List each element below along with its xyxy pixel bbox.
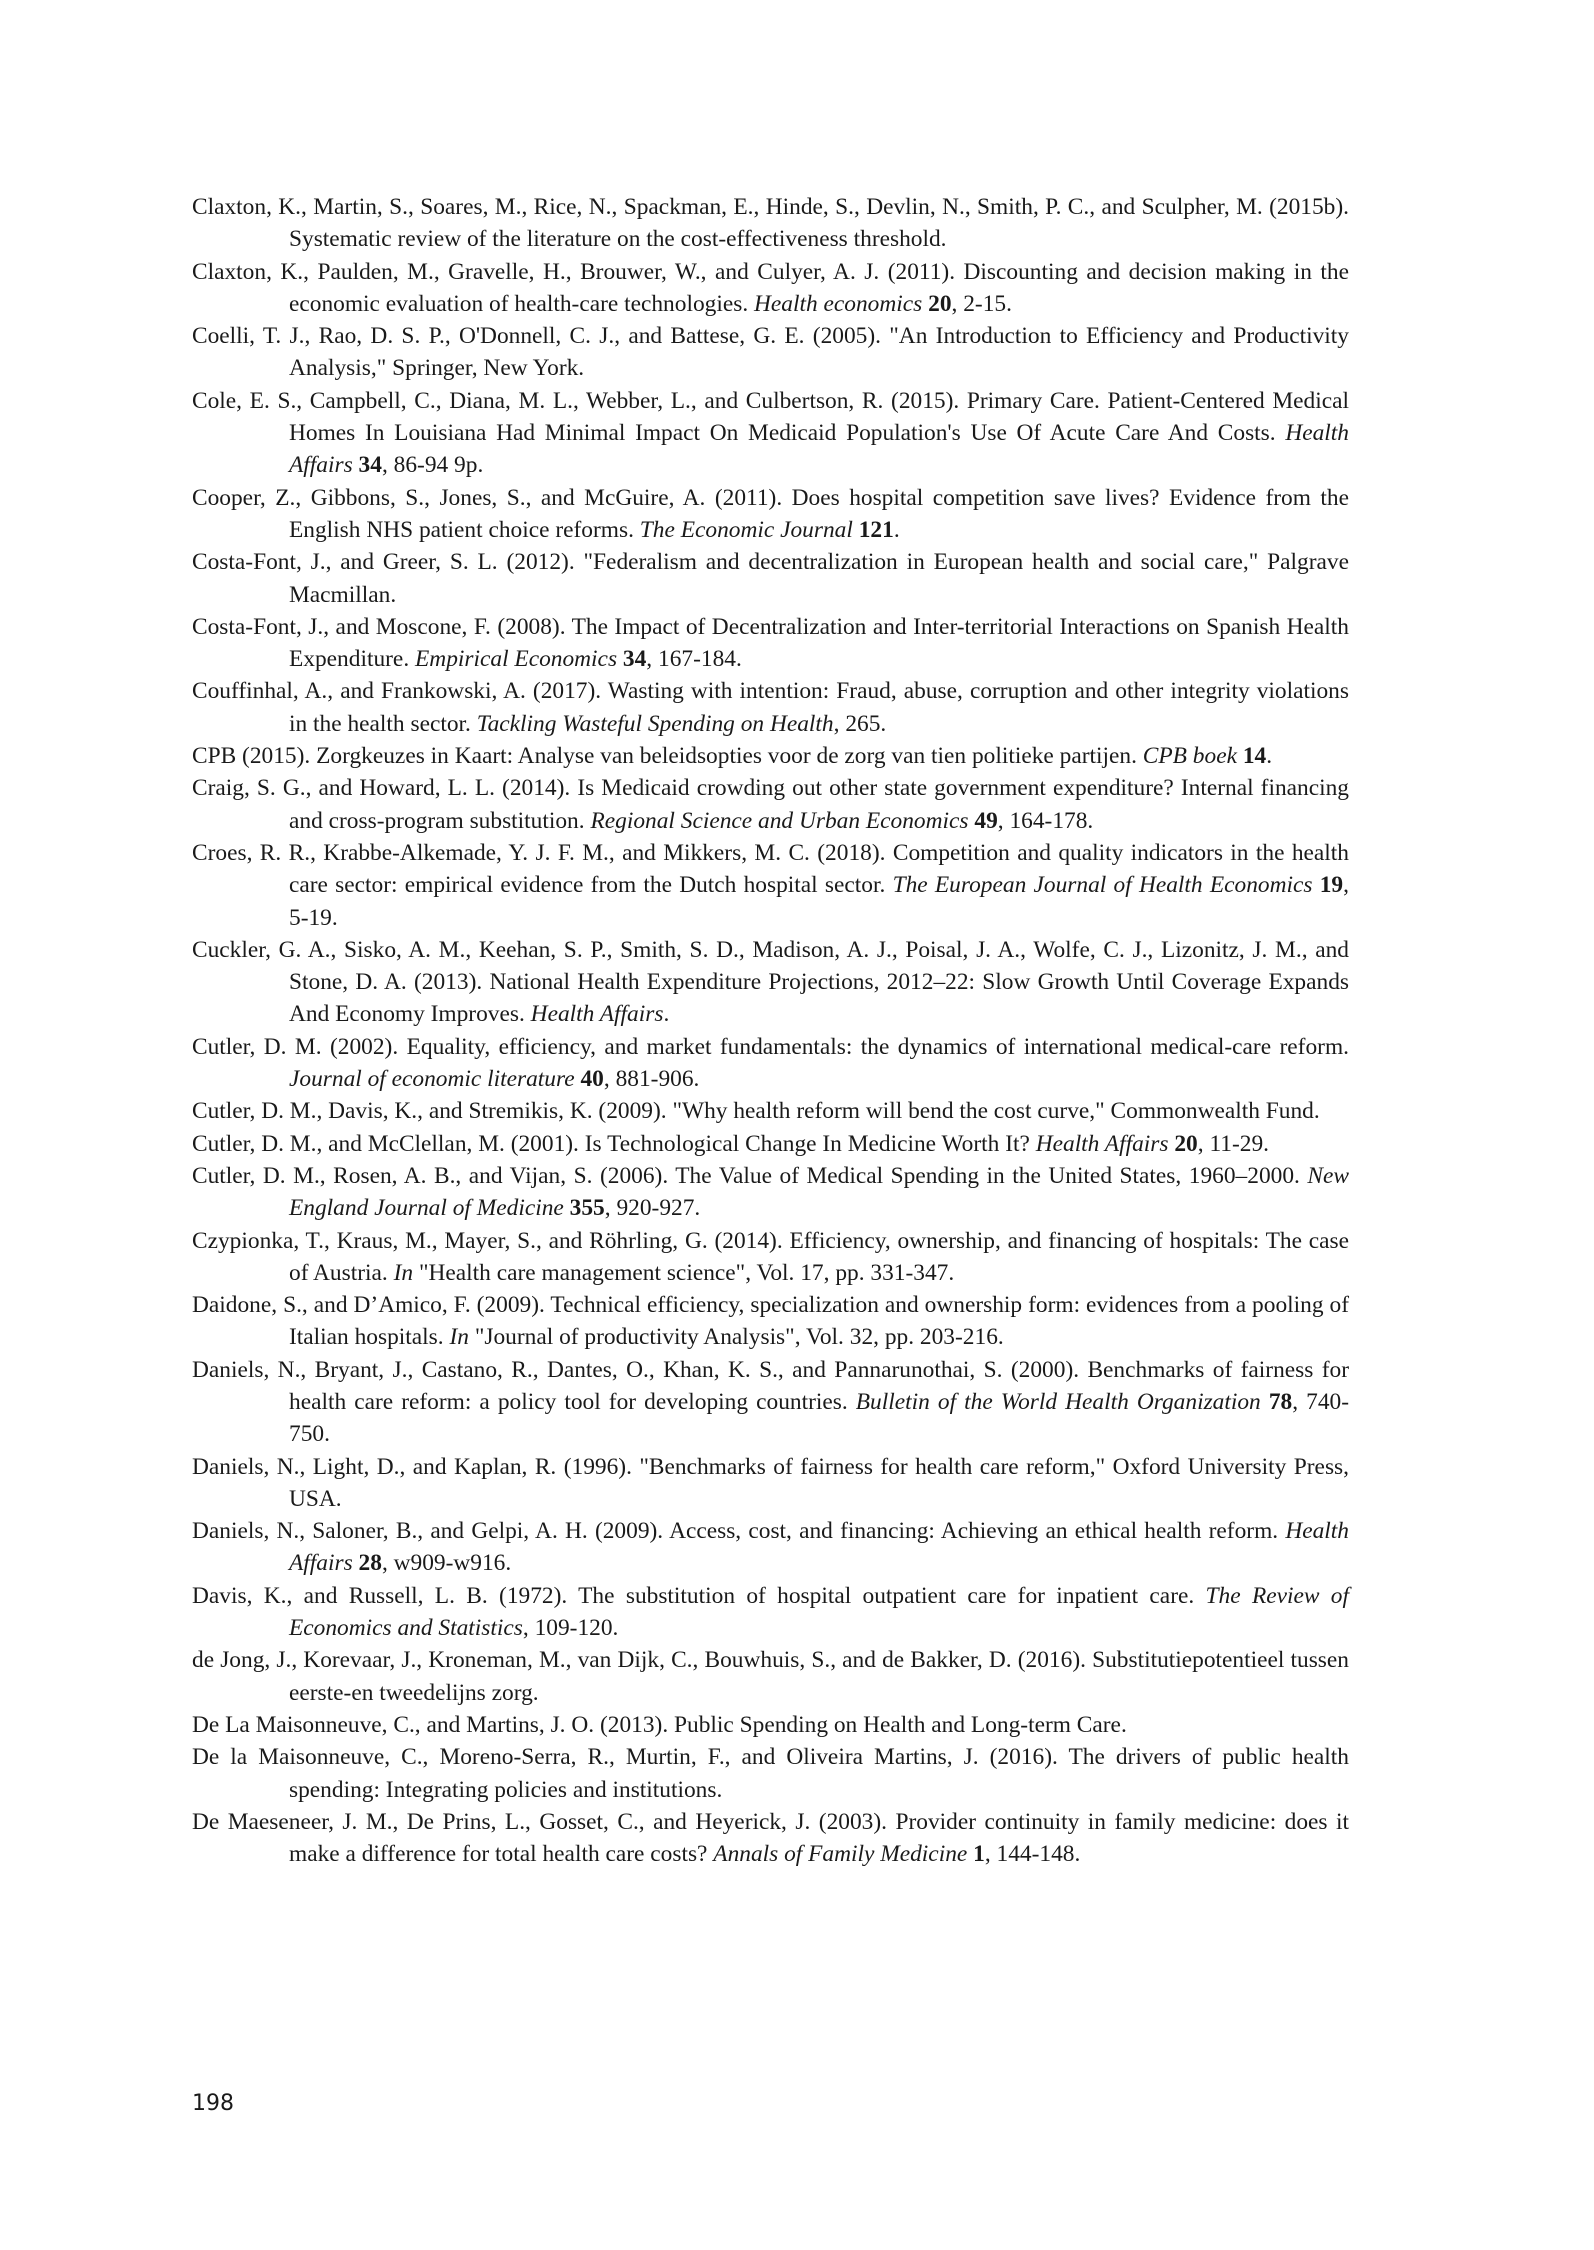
- reference-text: Costa-Font, J., and Moscone, F. (2008). The Impact of Decentralization and Inter-territorial Interactions on Spanish Health Expenditure.: [192, 613, 1349, 673]
- reference-text: , 5-19.: [289, 872, 1349, 931]
- reference-journal-title: CPB boek: [1142, 743, 1237, 770]
- reference-text: , 86-94 9p.: [381, 452, 484, 479]
- reference-text: De la Maisonneuve, C., Moreno-Serra, R., Murtin, F., and Oliveira Martins, J. (2016). The drivers of public health spending: Integrating policies and institutions.: [192, 1744, 1349, 1803]
- reference-text: , 167-184.: [646, 646, 742, 673]
- reference-journal-title: Regional Science and Urban Economics: [590, 807, 969, 834]
- reference-text: Couffinhal, A., and Frankowski, A. (2017). Wasting with intention: Fraud, abuse, corruption and other integrity violations in the health sector.: [192, 678, 1349, 737]
- reference-journal-title: Health Affairs: [1035, 1130, 1169, 1157]
- reference-text: , 740-750.: [289, 1388, 1349, 1448]
- reference-text: Cutler, D. M., and McClellan, M. (2001). Is Technological Change In Medicine Worth It?: [192, 1130, 1036, 1157]
- reference-text: Cooper, Z., Gibbons, S., Jones, S., and McGuire, A. (2011). Does hospital competition save lives? Evidence from the English NHS patient choice reforms.: [192, 484, 1349, 543]
- reference-entry: [192, 1289, 1349, 1354]
- reference-text: Daniels, N., Light, D., and Kaplan, R. (1996). "Benchmarks of fairness for health care reform," Oxford University Press, USA.: [192, 1453, 1349, 1512]
- reference-text: Craig, S. G., and Howard, L. L. (2014). Is Medicaid crowding out other state government expenditure? Internal financing and cross-program substitution.: [192, 775, 1349, 834]
- reference-journal-title: Empirical Economics: [415, 646, 618, 673]
- reference-journal-title: In: [393, 1259, 414, 1286]
- reference-text: Cutler, D. M. (2002). Equality, efficiency, and market fundamentals: the dynamics of international medical-care reform.: [192, 1033, 1349, 1060]
- reference-text: Cutler, D. M., Rosen, A. B., and Vijan, S. (2006). The Value of Medical Spending in the United States, 1960–2000.: [192, 1162, 1308, 1189]
- reference-text: De La Maisonneuve, C., and Martins, J. O. (2013). Public Spending on Health and Long-term Care.: [192, 1711, 1127, 1738]
- reference-text: , 920-927.: [604, 1195, 701, 1222]
- reference-volume: 34: [622, 646, 647, 673]
- reference-text: Croes, R. R., Krabbe-Alkemade, Y. J. F. M., and Mikkers, M. C. (2018). Competition and quality indicators in the health care sector: empirical evidence from the Dutch hospital sector.: [192, 839, 1349, 899]
- reference-entry: [192, 1225, 1349, 1290]
- reference-volume: 28: [358, 1550, 382, 1577]
- reference-journal-title: In: [449, 1324, 469, 1351]
- reference-entry: [192, 772, 1349, 837]
- reference-text: , 11-29.: [1197, 1130, 1269, 1157]
- reference-journal-title: The European Journal of Health Economics: [892, 872, 1313, 899]
- reference-entry: [192, 1095, 1349, 1127]
- reference-entry: [192, 740, 1349, 772]
- reference-text: Costa-Font, J., and Greer, S. L. (2012). "Federalism and decentralization in European health and social care," Palgrave Macmillan.: [192, 549, 1349, 608]
- reference-entry: [192, 1354, 1349, 1451]
- reference-volume: 34: [358, 452, 382, 479]
- reference-journal-title: Tackling Wasteful Spending on Health: [476, 710, 834, 737]
- reference-text: Daidone, S., and D’Amico, F. (2009). Technical efficiency, specialization and ownership form: evidences from a pooling of Italian hospitals.: [192, 1292, 1349, 1351]
- reference-entry: [192, 320, 1349, 385]
- reference-volume: 14: [1242, 743, 1267, 770]
- reference-volume: 40: [580, 1066, 604, 1093]
- page-number: 198: [192, 2091, 234, 2116]
- reference-entry: [192, 191, 1349, 256]
- reference-entry: [192, 675, 1349, 740]
- reference-text: .: [1266, 743, 1273, 770]
- reference-entry: [192, 1031, 1349, 1096]
- reference-text: , 2-15.: [951, 290, 1012, 317]
- reference-text: Coelli, T. J., Rao, D. S. P., O'Donnell, C. J., and Battese, G. E. (2005). "An Introduction to Efficiency and Productivity Analysis," Springer, New York.: [192, 323, 1349, 382]
- reference-text: Daniels, N., Saloner, B., and Gelpi, A. H. (2009). Access, cost, and financing: Achieving an ethical health reform.: [192, 1518, 1286, 1545]
- reference-journal-title: The Review of Economics and Statistics: [289, 1582, 1349, 1642]
- reference-entry: [192, 837, 1349, 934]
- reference-text: , 144-148.: [984, 1841, 1081, 1868]
- reference-entry: [192, 1806, 1349, 1871]
- reference-volume: 78: [1268, 1388, 1293, 1415]
- reference-entry: [192, 1741, 1349, 1806]
- reference-text: Cuckler, G. A., Sisko, A. M., Keehan, S. P., Smith, S. D., Madison, A. J., Poisal, J. A., Wolfe, C. J., Lizonitz, J. M., and Stone, D. A. (2013). National Health Expenditure Projections, 2012–22: Slow Growth Until Coverage Expands And Economy Improves.: [192, 936, 1349, 1028]
- reference-entry: [192, 482, 1349, 547]
- reference-text: Czypionka, T., Kraus, M., Mayer, S., and Röhrling, G. (2014). Efficiency, ownership, and financing of hospitals: The case of Austria.: [192, 1227, 1349, 1286]
- reference-journal-title: Bulletin of the World Health Organization: [855, 1388, 1261, 1415]
- reference-text: , 265.: [833, 710, 887, 737]
- reference-text: Claxton, K., Martin, S., Soares, M., Rice, N., Spackman, E., Hinde, S., Devlin, N., Smith, P. C., and Sculpher, M. (2015b). Systematic review of the literature on the cost-effectiveness threshold.: [192, 194, 1349, 253]
- reference-text: Daniels, N., Bryant, J., Castano, R., Dantes, O., Khan, K. S., and Pannarunothai, S. (2000). Benchmarks of fairness for health care reform: a policy tool for developing countries.: [192, 1356, 1349, 1415]
- reference-text: Cutler, D. M., Davis, K., and Stremikis, K. (2009). "Why health reform will bend the cost curve," Commonwealth Fund.: [192, 1098, 1320, 1125]
- reference-text: Claxton, K., Paulden, M., Gravelle, H., Brouwer, W., and Culyer, A. J. (2011). Discounting and decision making in the economic evaluation of health-care technologies.: [192, 258, 1349, 317]
- reference-volume: 20: [928, 290, 952, 317]
- reference-volume: 355: [569, 1195, 605, 1222]
- reference-journal-title: Health economics: [754, 290, 923, 317]
- reference-text: , 164-178.: [997, 807, 1094, 834]
- reference-text: "Journal of productivity Analysis", Vol. 32, pp. 203-216.: [468, 1324, 1004, 1351]
- reference-entry: [192, 1515, 1349, 1580]
- reference-entry: [192, 385, 1349, 482]
- reference-text: de Jong, J., Korevaar, J., Kroneman, M., van Dijk, C., Bouwhuis, S., and de Bakker, D. (2016). Substitutiepotentieel tussen eerste-en tweedelijns zorg.: [192, 1647, 1349, 1706]
- reference-journal-title: Journal of economic literature: [289, 1066, 575, 1093]
- reference-text: De Maeseneer, J. M., De Prins, L., Gosset, C., and Heyerick, J. (2003). Provider continuity in family medicine: does it make a difference for total health care costs?: [192, 1808, 1349, 1868]
- reference-entry: [192, 1580, 1349, 1645]
- reference-entry: [192, 1160, 1349, 1225]
- reference-text: Davis, K., and Russell, L. B. (1972). The substitution of hospital outpatient care for inpatient care.: [192, 1582, 1206, 1609]
- reference-text: CPB (2015). Zorgkeuzes in Kaart: Analyse van beleidsopties voor de zorg van tien politieke partijen.: [192, 743, 1143, 770]
- reference-volume: 121: [858, 516, 894, 543]
- reference-volume: 49: [974, 807, 998, 834]
- reference-journal-title: New England Journal of Medicine: [289, 1162, 1349, 1222]
- reference-entry: [192, 1644, 1349, 1709]
- reference-list: [192, 191, 1349, 1870]
- reference-entry: [192, 546, 1349, 611]
- reference-text: , 109-120.: [522, 1615, 619, 1642]
- reference-text: Cole, E. S., Campbell, C., Diana, M. L., Webber, L., and Culbertson, R. (2015). Primary Care. Patient-Centered Medical Homes In Louisiana Had Minimal Impact On Medicaid Population's Use Of Acute Care And Costs.: [192, 387, 1349, 447]
- reference-entry: [192, 256, 1349, 321]
- reference-volume: 1: [973, 1841, 985, 1868]
- reference-entry: [192, 611, 1349, 676]
- reference-journal-title: Health Affairs: [289, 420, 1349, 479]
- reference-entry: [192, 1451, 1349, 1516]
- reference-text: "Health care management science", Vol. 17, pp. 331-347.: [413, 1259, 955, 1286]
- reference-journal-title: Health Affairs: [530, 1001, 664, 1028]
- reference-text: [1261, 1389, 1269, 1415]
- reference-text: , w909-w916.: [381, 1550, 512, 1577]
- reference-entry: [192, 934, 1349, 1031]
- reference-text: .: [893, 516, 900, 543]
- reference-entry: [192, 1128, 1349, 1160]
- reference-volume: 19: [1319, 872, 1344, 899]
- reference-journal-title: Health Affairs: [289, 1518, 1349, 1577]
- reference-text: .: [663, 1001, 670, 1028]
- reference-journal-title: The Economic Journal: [639, 516, 853, 543]
- reference-volume: 20: [1174, 1130, 1198, 1157]
- reference-text: , 881-906.: [603, 1066, 700, 1093]
- reference-text: [1312, 872, 1319, 898]
- reference-entry: [192, 1709, 1349, 1741]
- reference-journal-title: Annals of Family Medicine: [713, 1841, 968, 1868]
